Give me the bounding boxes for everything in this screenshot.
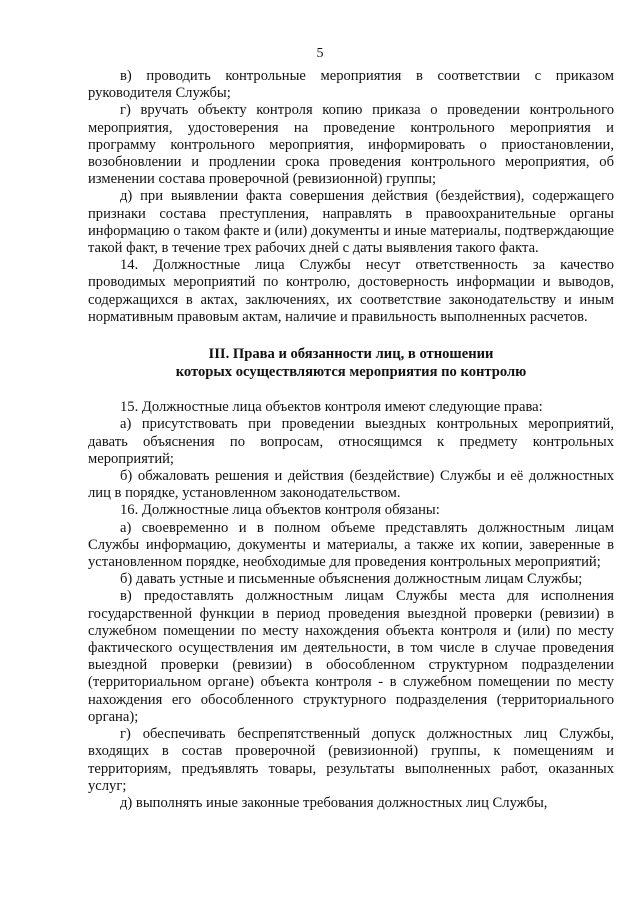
section-heading-line-1: III. Права и обязанности лиц, в отношении (208, 346, 494, 363)
paragraph-14: 14. Должностные лица Службы несут ответственность за качество проводимых мероприятий по контролю, достоверность информации и выводов, содержащихся в актах, заключениях, их соответствие законодательству и иным нормативным правовым актам, наличие и правильность выполненных расчетов. (88, 257, 614, 325)
paragraph-16v: в) предоставлять должностным лицам Службы места для исполнения государственной функции в период проведения выездной проверки (ревизии) в служебном помещении по месту нахождения объекта контроля и (или) по месту фактического осуществления им деятельности, в том числе в случае проведения выездной проверки (ревизии) в обособленном структурном подразделении (территориальном органе) объекта контроля - в служебном помещении по месту нахождения его обособленного структурного подразделения (территориального органа); (88, 588, 614, 725)
paragraph-15b: б) обжаловать решения и действия (бездействие) Службы и её должностных лиц в порядке, установленном законодательством. (88, 468, 614, 502)
paragraph-16g: г) обеспечивать беспрепятственный допуск должностных лиц Службы, входящих в состав проверочной (ревизионной) группы, к помещениям и территориям, предъявлять товары, результаты выполненных работ, оказанных услуг; (88, 726, 614, 794)
paragraph-16d: д) выполнять иные законные требования должностных лиц Службы, (120, 794, 548, 811)
section-heading-line-2: которых осуществляются мероприятия по контролю (175, 363, 527, 380)
paragraph-16: 16. Должностные лица объектов контроля обязаны: (120, 502, 440, 519)
section-heading (88, 346, 614, 381)
paragraph-16b: б) давать устные и письменные объяснения должностным лицам Службы; (120, 571, 583, 588)
paragraph-16a: а) своевременно и в полном объеме представлять должностным лицам Службы информацию, документы и материалы, а также их копии, заверенные в установленном порядке, необходимые для проведения контрольных мероприятий; (88, 519, 614, 571)
paragraph-15: 15. Должностные лица объектов контроля имеют следующие права: (120, 399, 543, 416)
page-number: 5 (316, 46, 324, 61)
paragraph-13v: в) проводить контрольные мероприятия в соответствии с приказом руководителя Службы; (88, 68, 614, 102)
document-body (88, 68, 614, 812)
paragraph-15a: а) присутствовать при проведении выездных контрольных мероприятий, давать объяснения по вопросам, относящимся к предмету контрольных мероприятий; (88, 416, 614, 467)
paragraph-13g: г) вручать объекту контроля копию приказа о проведении контрольного мероприятия, удостоверения на проведение контрольного мероприятия и программу контрольного мероприятия, информировать о приостановлении, возобновлении и продлении срока проведения контрольного мероприятия, об изменении состава проверочной (ревизионной) группы; (88, 102, 614, 188)
paragraph-13d: д) при выявлении факта совершения действия (бездействия), содержащего признаки состава преступления, направлять в правоохранительные органы информацию о таком факте и (или) документы и иные материалы, подтверждающие такой факт, в течение трех рабочих дней с даты выявления такого факта. (88, 188, 614, 257)
